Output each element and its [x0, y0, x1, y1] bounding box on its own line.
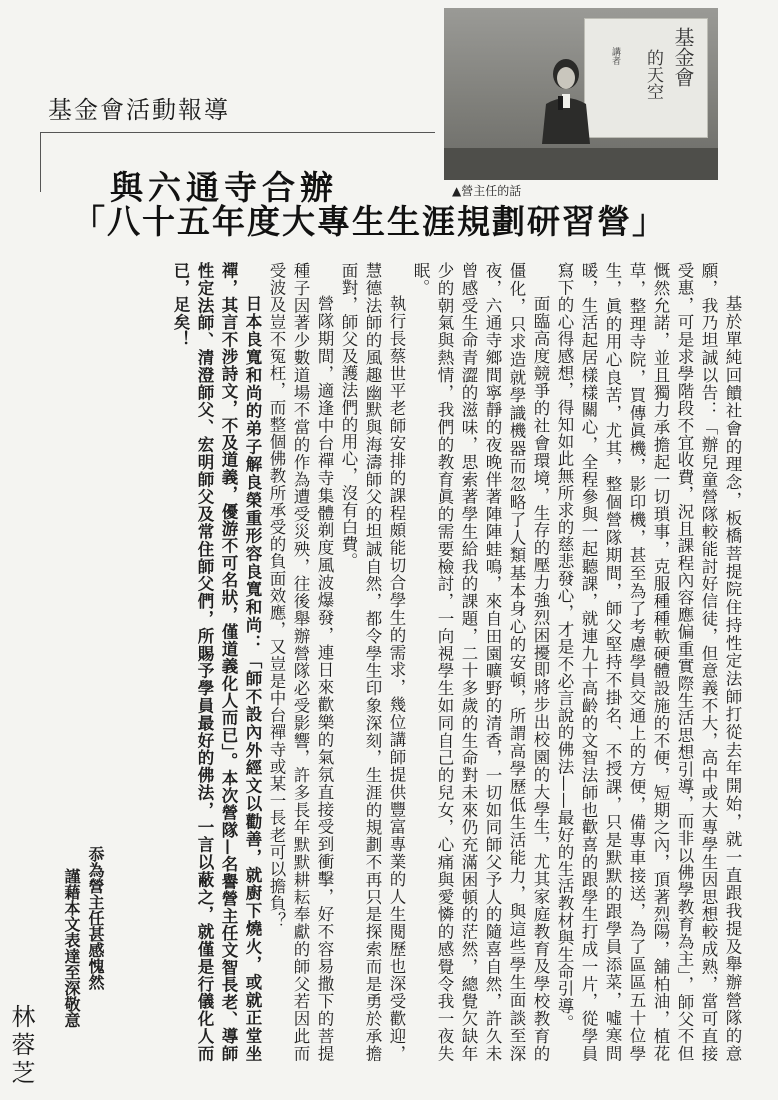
- paragraph: 基於單純回饋社會的理念，板橋菩提院住持性定法師打從去年開始，就一直跟我提及舉辦營隊的意願，我乃坦誠以告：「辦兒童營隊較能討好信徒，但意義不大，高中或大專學生因思想較成熟，當可直接受惠，可是求學階段不宜收費，況且課程內容應偏重實際生活思想引導，而非以佛學教育為主」，師父不但慨然允諾，並且獨力承擔起一切瑣事，克服種種軟硬體設施的不便，短期之內，頂著烈陽，舖柏油，植花草，整理寺院，買傳眞機，影印機，甚至為了考慮學員交通上的方便，備專車接送，為了區區五十位學生，眞的用心良苦，尤其，整個營隊期間，師父堅持不掛名、不授課，只是默默的跟學員添菜，噓寒問暖，生活起居樣樣關心，全程參與一起聽課，就連九十高齡的文智法師也歡喜的跟學生打成一片，從學員寫下的心得感想，得知如此無所求的慈悲發心，才是不必言說的佛法——最好的生活教材與生命引導。: [555, 262, 742, 1062]
- signature-line2: 謹藉本文表達至深敬意: [62, 868, 81, 1028]
- paragraph: 執行長蔡世平老師安排的課程頗能切合學生的需求，幾位講師提供豐富專業的人生閱歷也深受歡迎，慧德法師的風趣幽默與海濤師父的坦誠自然，都令學生印象深刻，生涯的規劃不再只是探索而是勇於承擔面對，師父及護法們的用心，沒有白費。: [339, 262, 406, 1062]
- signature-line1: 忝為營主任甚感愧然: [86, 846, 105, 990]
- banner-panel: [584, 18, 708, 138]
- section-header: 基金會活動報導: [48, 96, 230, 124]
- header-rule-vertical: [40, 132, 41, 192]
- paragraph: 營隊期間，適逢中台禪寺集體剃度風波爆發，連日來歡樂的氣氛直接受到衝擊，好不容易撒下的菩提種子因著少數道場不當的作為遭受災殃，往後舉辦營隊必受影響，許多長年默默耕耘奉獻的師父若因此而受波及豈不冤枉，而整個佛教所承受的負面效應，又豈是中台禪寺或某一長老可以擔負？: [267, 262, 334, 1062]
- speaker-figure: [536, 54, 596, 144]
- article-title-line2: 「八十五年度大專生生涯規劃研習營」: [72, 202, 667, 241]
- photo-caption: ▲營主任的話: [452, 184, 522, 198]
- article-title-line1: 與六通寺合辦: [110, 168, 338, 207]
- banner-title: 基金會: [671, 27, 695, 87]
- banner-small-text: 講者: [610, 47, 620, 65]
- header-rule: [40, 132, 435, 133]
- podium: [444, 148, 718, 180]
- article-body: [171, 262, 744, 1062]
- banner-subtitle: 的天空: [643, 49, 663, 100]
- paragraph: 面臨高度競爭的社會環境，生存的壓力強烈困擾即將步出校園的大學生，尤其家庭教育及學校教育的僵化，只求造就學識機器而忽略了人類基本身心的安頓，所謂高學歷低生活能力，與這些學生面談至深夜，六通寺鄉間寧靜的夜晚伴著陣陣蛙鳴，來自田園曠野的清香，一切如同師父予人的隨喜自然，許久未曾感受生命青澀的滋味，思索著學生給我的課題，二十多歲的生命對未來仍充滿困頓的茫然，總覺欠缺年少的朝氣與熱情，我們的教育眞的需要檢討，一向視學生如同自己的兒女，心痛與愛憐的感覺令我一夜失眠。: [411, 262, 550, 1062]
- author-name: 林蓉芝: [7, 1004, 35, 1088]
- event-photo: [444, 8, 718, 180]
- paragraph: 日本良寬和尚的弟子解良榮重形容良寬和尚：「師不設內外經文以勸善，就廚下燒火，或就正堂坐禪，其言不涉詩文，不及道義，優游不可名狀，僅道義化人而已」。本次營隊—名譽營主任文智長老、導師性定法師、清澄師父、宏明師父及常住師父們，所賜予學員最好的佛法，一言以蔽之，就僅是行儀化人而已，足矣！: [171, 262, 262, 1062]
